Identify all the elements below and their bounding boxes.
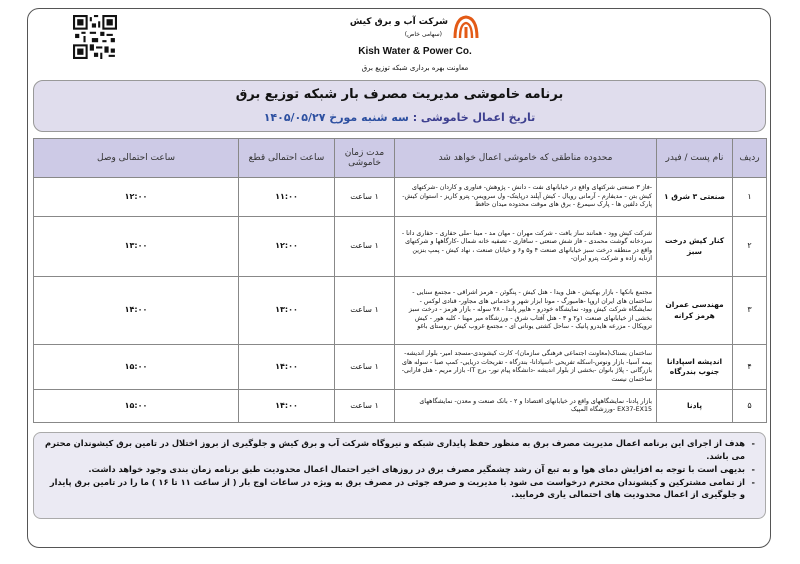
column-header-area: محدوده مناطقی که خاموشی اعمال خواهد شد — [395, 139, 657, 178]
row-post: مهندسی عمران هرمز کرانه — [657, 277, 733, 345]
row-duration: ۱ ساعت — [335, 217, 395, 277]
column-header-duration: مدت زمان خاموشی — [335, 139, 395, 178]
department-name: معاونت بهره برداری شبکه توزیع برق — [361, 64, 469, 72]
row-index: ۱ — [733, 178, 767, 217]
row-cut-time: ۱۱:۰۰ — [239, 178, 335, 217]
notes-box — [33, 432, 766, 519]
row-area: بازار پادنا- نمایشگاههای واقع در خیابانهای اقتصادا و ۲ - بانک صنعت و معدن- نمایشگاههای EX37-EX15 -ورزشگاه المپیک — [395, 390, 657, 423]
row-index: ۲ — [733, 217, 767, 277]
table-row — [34, 390, 767, 423]
bullet-icon: - — [751, 463, 755, 474]
company-name-fa: شرکت آب و برق کیش — [349, 17, 448, 27]
row-connect-time: ۱۴:۰۰ — [34, 277, 239, 345]
table-row — [34, 277, 767, 345]
row-connect-time: ۱۵:۰۰ — [34, 345, 239, 390]
row-connect-time: ۱۳:۰۰ — [34, 217, 239, 277]
schedule-table — [33, 138, 767, 423]
row-cut-time: ۱۴:۰۰ — [239, 345, 335, 390]
title-box — [33, 80, 766, 132]
column-header-cut-time: ساعت احتمالی قطع — [239, 139, 335, 178]
row-area: شرکت کیش وود - همانند ساز بافت - شرکت مهران - مهان مد - مینا -ملی حفاری - حفاری دانا - سردخانه گوشت محمدی - فاز شش صنعتی - سافاری - تصفیه خانه شمال -کارگاهها و شرکتهای واقع در منطقه درخت سبز خیابانهای صنعت ۴ و۵ و۶ و خیابان صنعت ، نهاد کیش - پمپ بنزین ازنایه زاده و شرکت پترو ایران- — [395, 217, 657, 277]
note-item — [44, 476, 755, 502]
row-cut-time: ۱۳:۰۰ — [239, 277, 335, 345]
row-post: کنار کیش درخت سبز — [657, 217, 733, 277]
date-value: سه شنبه مورخ ۱۴۰۵/۰۵/۲۷ — [263, 111, 409, 124]
company-logo-icon — [452, 14, 480, 40]
note-item — [44, 463, 755, 476]
row-duration: ۱ ساعت — [335, 178, 395, 217]
table-row — [34, 178, 767, 217]
column-header-post: نام پست / فیدر — [657, 139, 733, 178]
note-text: از تمامی مشترکین و کیشوندان محترم درخواست می شود با مدیریت و صرفه جوئی در مصرف برق به ویژه در ساعات اوج بار ( از ساعت ۱۱ تا ۱۶ ) ما را در تامین برق پایدار و جلوگیری از اعمال محدودیت های احتمالی یاری فرمایید. — [49, 476, 745, 500]
note-text: بدیهی است با توجه به افزایش دمای هوا و به تبع آن رشد چشمگیر مصرف برق در روزهای اخیر احتمال اعمال محدودیت طبق برنامه زمان بندی وجود خواهد داشت. — [88, 463, 745, 474]
note-item — [44, 437, 755, 463]
column-header-connect-time: ساعت احتمالی وصل — [34, 139, 239, 178]
row-post: پادنا — [657, 390, 733, 423]
row-connect-time: ۱۲:۰۰ — [34, 178, 239, 217]
company-type: (سهامی خاص) — [404, 31, 442, 38]
row-index: ۵ — [733, 390, 767, 423]
bullet-icon: - — [751, 438, 755, 448]
page-title: برنامه خاموشی مدیریت مصرف بار شبکه توزیع برق — [235, 87, 564, 102]
row-index: ۳ — [733, 277, 767, 345]
row-index: ۴ — [733, 345, 767, 390]
row-area: ساختمان بسناک(معاونت اجتماعی فرهنگی سازمان)- کارت کیشوندی-مسجد امیر- بلوار اندیشه-بیمه آسیا- بازار ونوس-اسکله تفریحی -اسپادانا- بندرگاه - تفریحات دریایی- کمپ صبا - سوله های بازرگانی - پلاژ بانوان -بخشی از بلوار اندیشه -دانشگاه پیام نور- برج IT- بازار مریم - هتل فارابی- ساختمان نیست — [395, 345, 657, 390]
row-area: مجتمع بانکها - بازار بهکیش - هتل ویدا - هتل کیش - پنگوئن - هرمز اشراقی - مجتمع سنایی - ساختمان های ایران اروپا -هامبورگ - مونا ابزار شهر و خدماتی های مجاور- قنادی لوکس - نمایشگاه شرکت کیش وود- نمایشگاه خودرو - هایپر پاندا - ۲۸ سوله - بازار هرمز - درخت سبز بخشی از خیابانهای صنعت ۱و۲ و ۳ - هتل آفتاب شرق - ورزشگاه میر مهنا - کلبه هور - کیش ترویکال - مزرعه هایدرو پانیک - ساحل کشتی یونانی ای - مجتمع غروب کیش -روستای باغو — [395, 277, 657, 345]
note-text: هدف از اجرای این برنامه اعمال مدیریت مصرف برق به منظور حفظ پایداری شبکه و نیروگاه شرکت آب و برق کیش و جلوگیری از بروز اختلال در تامین برق کیشوندان محترم می باشد. — [45, 438, 745, 461]
company-logo-block — [340, 14, 490, 76]
blackout-date — [34, 111, 765, 124]
row-cut-time: ۱۲:۰۰ — [239, 217, 335, 277]
date-label: تاریخ اعمال خاموشی : — [412, 111, 536, 124]
row-post: صنعتی ۳ شرق ۱ — [657, 178, 733, 217]
row-area: -فاز ۳ صنعتی شرکتهای واقع در خیابانهای نفت - دانش - پژوهش- فناوری و کاردان -شرکتهای کیش بتن - مدیفارم - آرمانی رویال - کیش آپلند درپایتک- ول سرویس- پترو کاریز - استوان کیش- پارک دلفین ها - پارک سیمرغ - برق های موقت محدوده میدان حافظ — [395, 178, 657, 217]
table-row — [34, 345, 767, 390]
table-header-row — [34, 139, 767, 178]
row-post: اندیشه اسپادانا جنوب بندرگاه — [657, 345, 733, 390]
row-cut-time: ۱۴:۰۰ — [239, 390, 335, 423]
column-header-index: ردیف — [733, 139, 767, 178]
qr-code-icon — [73, 15, 117, 59]
bullet-icon: - — [751, 476, 755, 487]
company-name-en: Kish Water & Power Co. — [358, 46, 472, 57]
row-connect-time: ۱۵:۰۰ — [34, 390, 239, 423]
row-duration: ۱ ساعت — [335, 345, 395, 390]
table-row — [34, 217, 767, 277]
row-duration: ۱ ساعت — [335, 390, 395, 423]
row-duration: ۱ ساعت — [335, 277, 395, 345]
